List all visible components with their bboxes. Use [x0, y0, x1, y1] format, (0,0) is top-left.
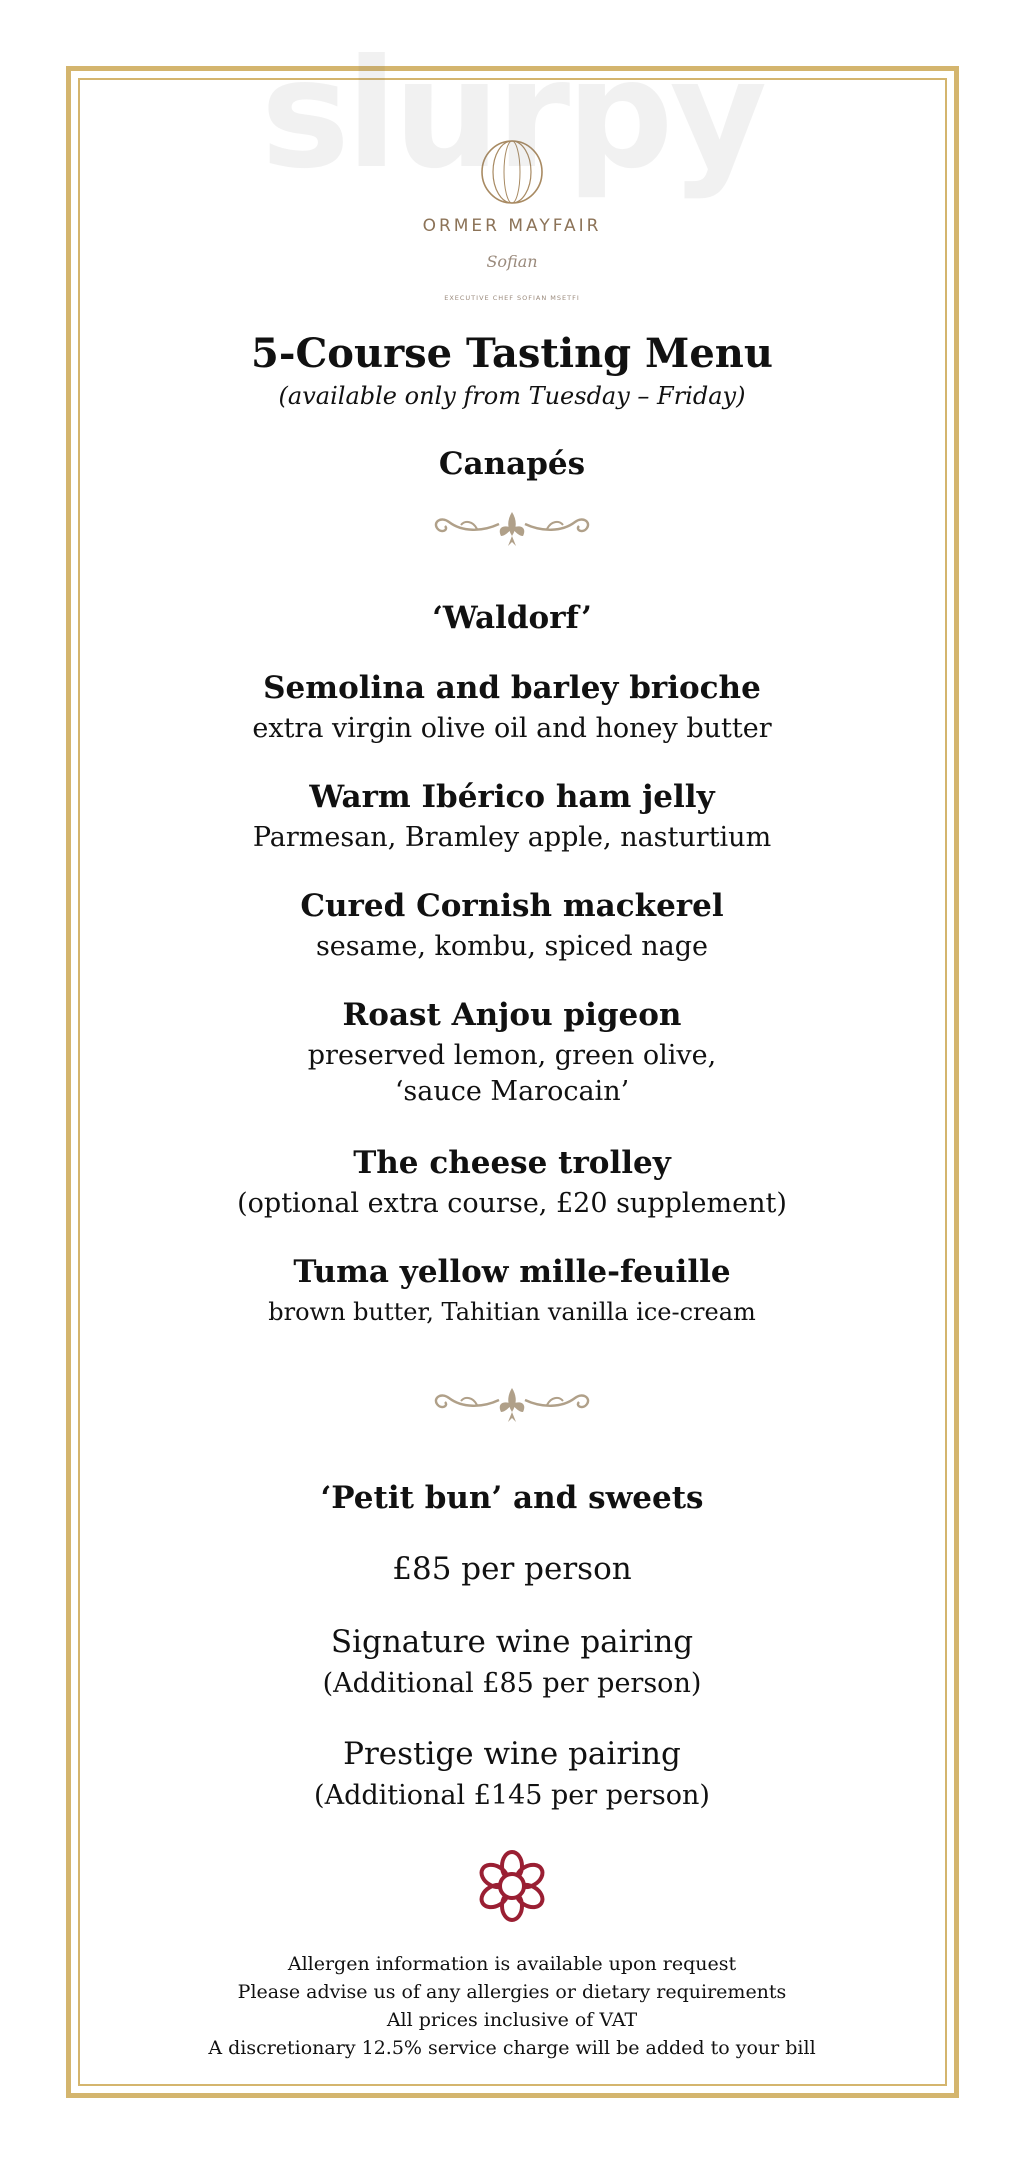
course-description: preserved lemon, green olive,: [307, 1040, 717, 1071]
course-name: The cheese trolley: [353, 1145, 671, 1181]
course-name: Cured Cornish mackerel: [300, 888, 724, 924]
michelin-star-icon: [472, 1846, 552, 1926]
menu-title: 5-Course Tasting Menu: [251, 330, 773, 377]
footer-notes: [0, 1950, 1024, 2062]
allergy-advice-note: Please advise us of any allergies or dietary requirements: [237, 1981, 787, 2003]
petit-bun-heading: ‘Petit bun’ and sweets: [320, 1480, 704, 1516]
course-name: Tuma yellow mille-feuille: [293, 1254, 731, 1290]
course-name: Semolina and barley brioche: [263, 670, 761, 706]
ornament-divider: [0, 502, 1024, 556]
course-description: ‘sauce Marocain’: [394, 1076, 630, 1107]
restaurant-logo: [0, 138, 1024, 210]
chef-subtitle: EXECUTIVE CHEF SOFIAN MSETFI: [444, 294, 580, 302]
course-name: Roast Anjou pigeon: [342, 997, 682, 1033]
price-per-person: £85 per person: [392, 1551, 632, 1587]
course-description: (optional extra course, £20 supplement): [237, 1188, 787, 1219]
signature-pairing-price: (Additional £85 per person): [322, 1668, 702, 1699]
course-description: sesame, kombu, spiced nage: [315, 931, 709, 962]
michelin-star: [0, 1846, 1024, 1930]
course-description: extra virgin olive oil and honey butter: [252, 713, 772, 744]
allergen-note: Allergen information is available upon request: [287, 1953, 737, 1975]
course-name: Warm Ibérico ham jelly: [309, 779, 715, 815]
ormer-logo-icon: [477, 138, 547, 206]
course-description: brown butter, Tahitian vanilla ice-cream: [268, 1298, 756, 1326]
course-description: Parmesan, Bramley apple, nasturtium: [252, 822, 772, 853]
flourish-icon: [427, 1378, 597, 1428]
signature-pairing-label: Signature wine pairing: [330, 1624, 694, 1660]
prestige-pairing-price: (Additional £145 per person): [314, 1780, 710, 1811]
vat-note: All prices inclusive of VAT: [386, 2009, 638, 2031]
canapes-heading: Canapés: [438, 446, 586, 482]
prestige-pairing-label: Prestige wine pairing: [343, 1736, 681, 1772]
waldorf-heading: ‘Waldorf’: [432, 600, 592, 636]
watermark-logo: slurpy: [260, 28, 764, 202]
chef-signature: Sofian: [486, 252, 538, 271]
restaurant-name: ORMER MAYFAIR: [422, 216, 602, 236]
ornament-divider: [0, 1378, 1024, 1432]
menu-availability: (available only from Tuesday – Friday): [278, 382, 746, 410]
service-charge-note: A discretionary 12.5% service charge will be added to your bill: [208, 2037, 816, 2059]
flourish-icon: [427, 502, 597, 552]
